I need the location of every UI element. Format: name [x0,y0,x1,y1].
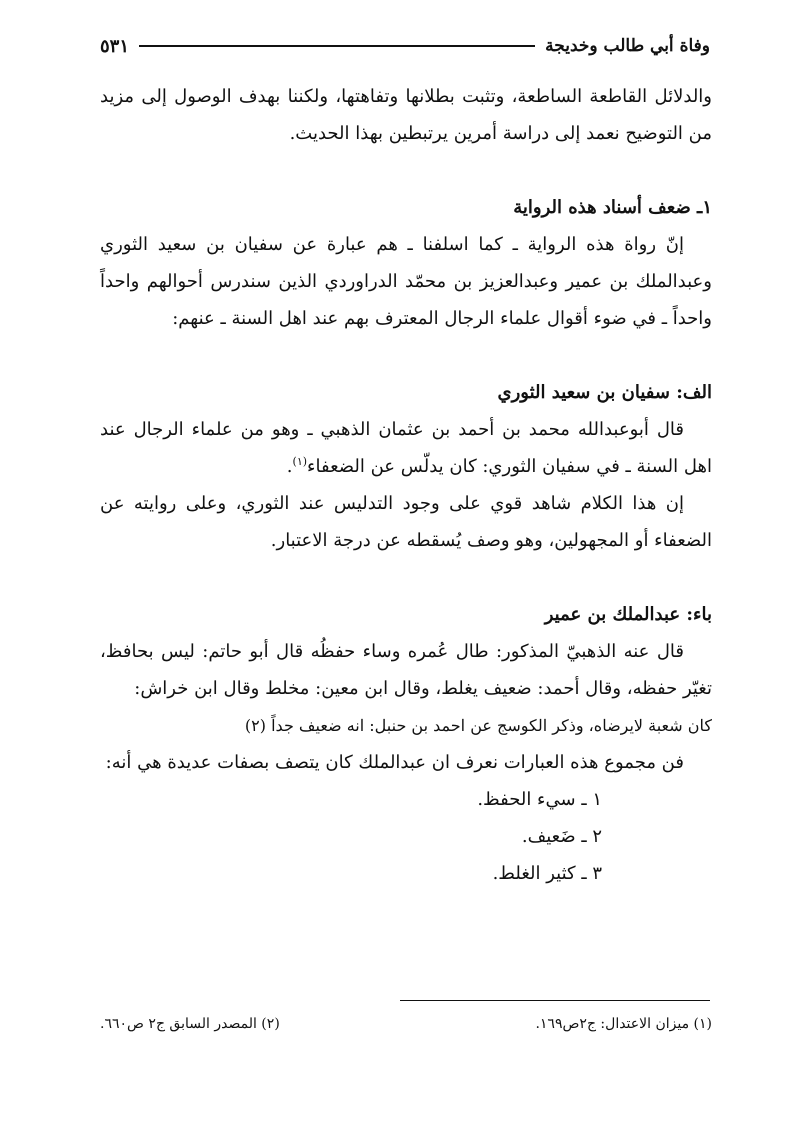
footnote-rule [400,1000,710,1001]
running-header [100,30,710,62]
section-ba-paragraph-1: قال عنه الذهبيّ المذكور: طال عُمره وساء حفظُه قال أبو حاتم: ليس بحافظ، تغيّر حفظه، وقال أحمد: ضعيف يغلط، وقال ابن معين: مخلط وقال ابن خراش: [100,641,712,699]
section-ba-paragraph-1-line-2-text: كان شعبة لايرضاه، وذكر الكوسج عن احمد بن حنبل: انه ضعيف جداً [271,716,712,735]
section-alif-paragraph-1-end: . [286,456,293,477]
page-number: ٥٣١ [100,35,130,57]
section-alif-paragraph-1-text: قال أبوعبدالله محمد بن أحمد بن عثمان الذهبي ـ وهو من علماء الرجال عند اهل السنة ـ في سفيان الثوري: كان يدلّس عن الضعفاء [100,419,712,477]
header-rule [139,45,535,47]
section-alif-paragraph-2: إن هذا الكلام شاهد قوي على وجود التدليس عند الثوري، وعلى روايته عن الضعفاء أو المجهولين، وهو وصف يُسقطه عن درجة الاعتبار. [100,493,712,551]
spacer [100,152,712,189]
list-item: ٢ ـ ضَعيف. [521,826,602,847]
attribute-list [100,781,712,892]
section-1-paragraph: إنّ رواة هذه الرواية ـ كما اسلفنا ـ هم عبارة عن سفيان بن سعيد الثوري وعبدالملك بن عمير وعبدالعزيز بن محمّد الدراوردي الذين سندرس أحوالهم واحداً واحداً ـ في ضوء أقوال علماء الرجال المعترف بهم عند اهل السنة ـ عنهم: [100,234,712,329]
intro-paragraph: والدلائل القاطعة الساطعة، وتثبت بطلانها وتفاهتها، ولكننا بهدف الوصول إلى مزيد من التوضيح نعمد إلى دراسة أمرين يرتبطين بهذا الحديث. [100,86,712,144]
section-ba-paragraph-2: فن مجموع هذه العبارات نعرف ان عبدالملك كان يتصف بصفات عديدة هي أنه: [105,752,684,773]
footnote-1: (١) ميزان الاعتدال: ج٢ص١٦٩. [535,1016,712,1032]
list-item: ٣ ـ كثير الغلط. [492,863,602,884]
section-alif-paragraph-1 [100,411,712,485]
running-title: وفاة أبي طالب وخديجة [545,36,710,56]
spacer [100,559,712,596]
footnotes [100,1016,712,1032]
section-ba-heading: باء: عبدالملك بن عمير [544,604,712,625]
footnote-2: (٢) المصدر السابق ج٢ ص٦٦٠. [100,1016,280,1032]
section-ba-paragraph-1-line-2 [100,707,712,744]
section-alif-heading: الف: سفيان بن سعيد الثوري [497,382,712,403]
section-1-heading: ١ـ ضعف أسناد هذه الرواية [513,197,712,218]
footnote-ref-1[interactable]: (١) [292,455,308,468]
body-text [100,78,712,892]
spacer [100,337,712,374]
footnote-ref-2[interactable]: (٢) [244,716,267,735]
list-item: ١ ـ سيء الحفظ. [477,789,602,810]
